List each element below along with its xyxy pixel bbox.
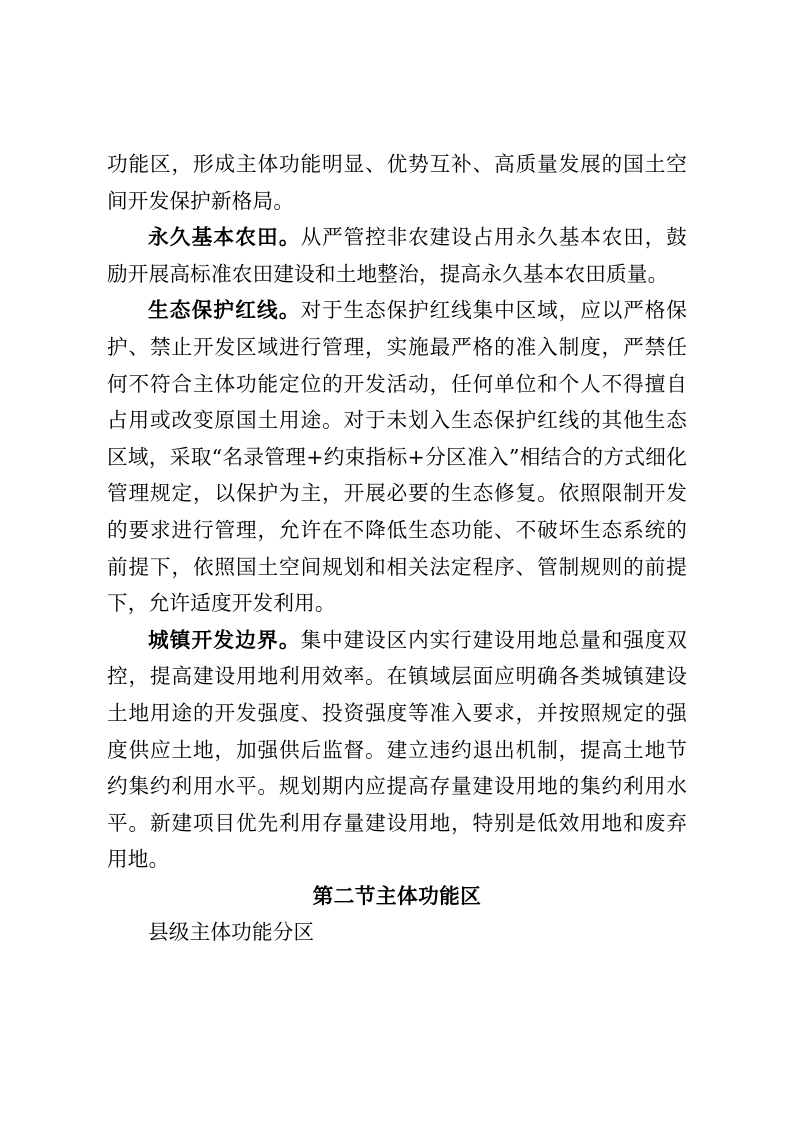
paragraph-ecological-redline <box>107 292 687 621</box>
paragraph-text: 功能区，形成主体功能明显、优势互补、高质量发展的国土空间开发保护新格局。 <box>107 152 687 213</box>
paragraph-main-function-zone <box>107 146 687 219</box>
paragraph-text: 集中建设区内实行建设用地总量和强度双控，提高建设用地利用效率。在镇域层面应明确各类城镇建设土地用途的开发强度、投资强度等准入要求，并按照规定的强度供应土地，加强供后监督。建立违约退出机制，提高土地节约集约利用水平。规划期内应提高存量建设用地的集约利用水平。新建项目优先利用存量建设用地，特别是低效用地和废弃用地。 <box>107 627 688 872</box>
section-subtitle: 县级主体功能分区 <box>148 920 315 945</box>
document-page <box>107 146 687 951</box>
paragraph-heading-farmland: 永久基本农田。 <box>148 225 301 250</box>
paragraph-heading-redline: 生态保护红线。 <box>148 298 301 323</box>
paragraph-urban-boundary <box>107 622 687 878</box>
paragraph-text: 从严管控非农建设占用永久基本农田，鼓励开展高标准农田建设和土地整治，提高永久基本农田质量。 <box>107 225 688 286</box>
paragraph-text: 对于生态保护红线集中区域，应以严格保护、禁止开发区域进行管理，实施最严格的准入制度，严禁任何不符合主体功能定位的开发活动，任何单位和个人不得擅自占用或改变原国土用途。对于未划入生态保护红线的其他生态区域，采取“名录管理+约束指标+分区准入”相结合的方式细化管理规定，以保护为主，开展必要的生态修复。依照限制开发的要求进行管理，允许在不降低生态功能、不破坏生态系统的前提下，依照国土空间规划和相关法定程序、管制规则的前提下，允许适度开发利用。 <box>107 298 688 616</box>
section-title: 第二节主体功能区 <box>312 883 482 908</box>
paragraph-heading-urban-boundary: 城镇开发边界。 <box>148 627 301 652</box>
paragraph-permanent-farmland <box>107 219 687 292</box>
